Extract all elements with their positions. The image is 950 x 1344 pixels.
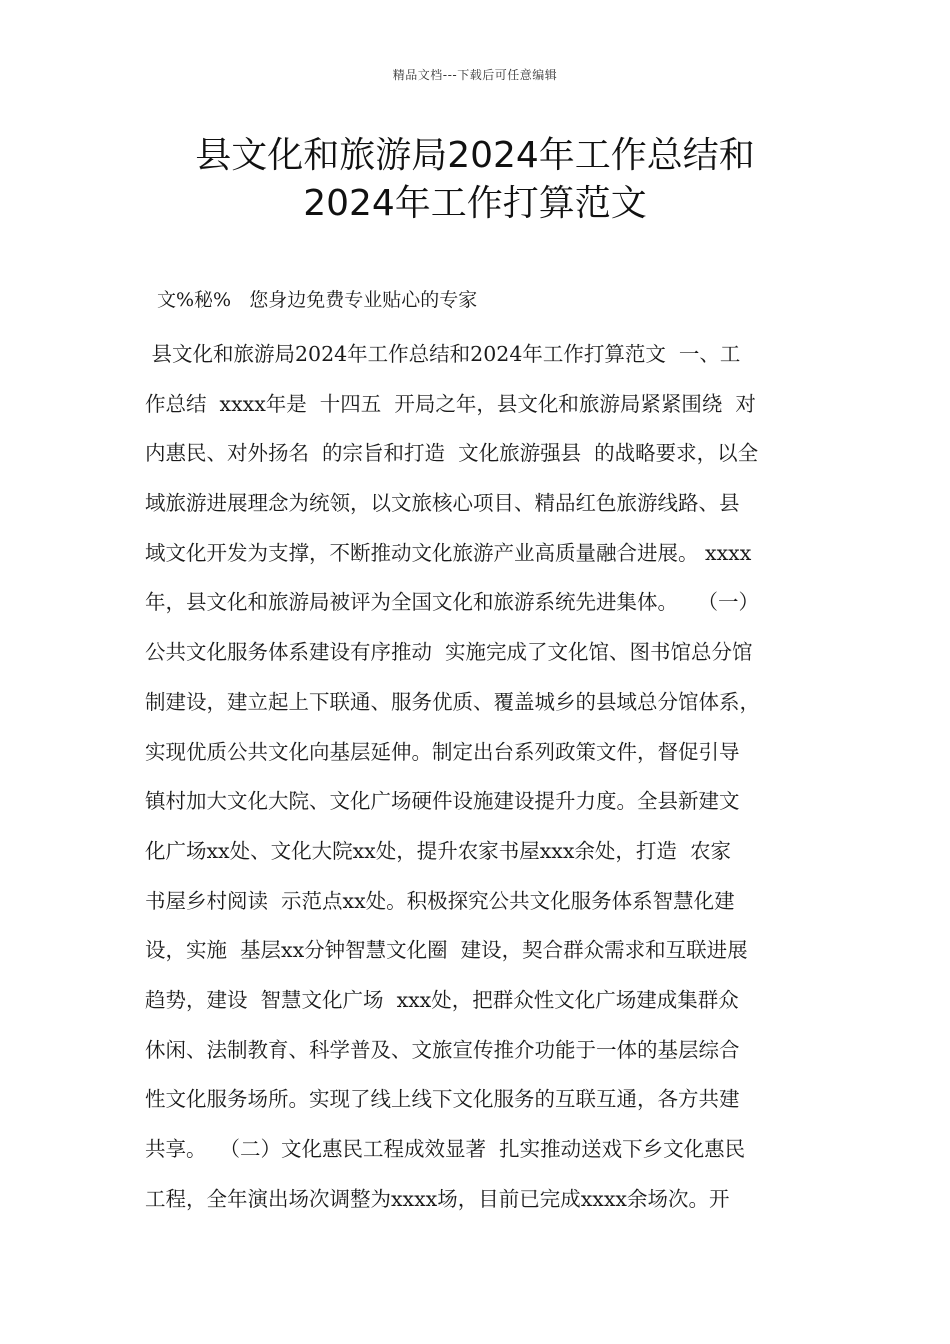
- body-line: 设，实施 基层xx分钟智慧文化圈 建设，契合群众需求和互联进展: [145, 938, 748, 963]
- tagline: 文%秘% 您身边免费专业贴心的专家: [157, 289, 478, 311]
- title-line-1: 县文化和旅游局2024年工作总结和: [195, 135, 755, 176]
- body-text: [145, 330, 835, 1224]
- title-line-2: 2024年工作打算范文: [303, 183, 647, 224]
- body-line: 实现优质公共文化向基层延伸。制定出台系列政策文件，督促引导: [145, 739, 740, 764]
- body-line: 共享。 （二）文化惠民工程成效显著 扎实推动送戏下乡文化惠民: [145, 1137, 746, 1161]
- body-line: 制建设，建立起上下联通、服务优质、覆盖城乡的县域总分馆体系，: [145, 689, 760, 714]
- body-line: 作总结 xxxx年是 十四五 开局之年，县文化和旅游局紧紧围绕 对: [145, 391, 756, 416]
- body-line: 化广场xx处、文化大院xx处，提升农家书屋xxx余处，打造 农家: [145, 838, 731, 863]
- body-line: 镇村加大文化大院、文化广场硬件设施建设提升力度。全县新建文: [145, 789, 740, 814]
- body-line: 趋势，建设 智慧文化广场 xxx处，把群众性文化广场建成集群众: [145, 987, 739, 1012]
- document-title: [0, 132, 950, 228]
- body-line: 书屋乡村阅读 示范点xx处。积极探究公共文化服务体系智慧化建: [145, 888, 735, 913]
- body-line: 公共文化服务体系建设有序推动 实施完成了文化馆、图书馆总分馆: [145, 640, 753, 665]
- body-line: 域文化开发为支撑，不断推动文化旅游产业高质量融合进展。 xxxx: [145, 540, 752, 565]
- header-note: 精品文档---下载后可任意编辑: [392, 68, 558, 82]
- body-line: 内惠民、对外扬名 的宗旨和打造 文化旅游强县 的战略要求，以全: [145, 441, 759, 466]
- body-line: 县文化和旅游局2024年工作总结和2024年工作打算范文 一、工: [145, 342, 741, 366]
- body-line: 休闲、法制教育、科学普及、文旅宣传推介功能于一体的基层综合: [145, 1037, 740, 1062]
- body-line: 年，县文化和旅游局被评为全国文化和旅游系统先进集体。 （一）: [145, 590, 760, 615]
- body-line: 性文化服务场所。实现了线上线下文化服务的互联互通，各方共建: [145, 1087, 740, 1112]
- body-line: 工程，全年演出场次调整为xxxx场，目前已完成xxxx余场次。开: [145, 1186, 730, 1211]
- body-line: 域旅游进展理念为统领，以文旅核心项目、精品红色旅游线路、县: [145, 491, 740, 516]
